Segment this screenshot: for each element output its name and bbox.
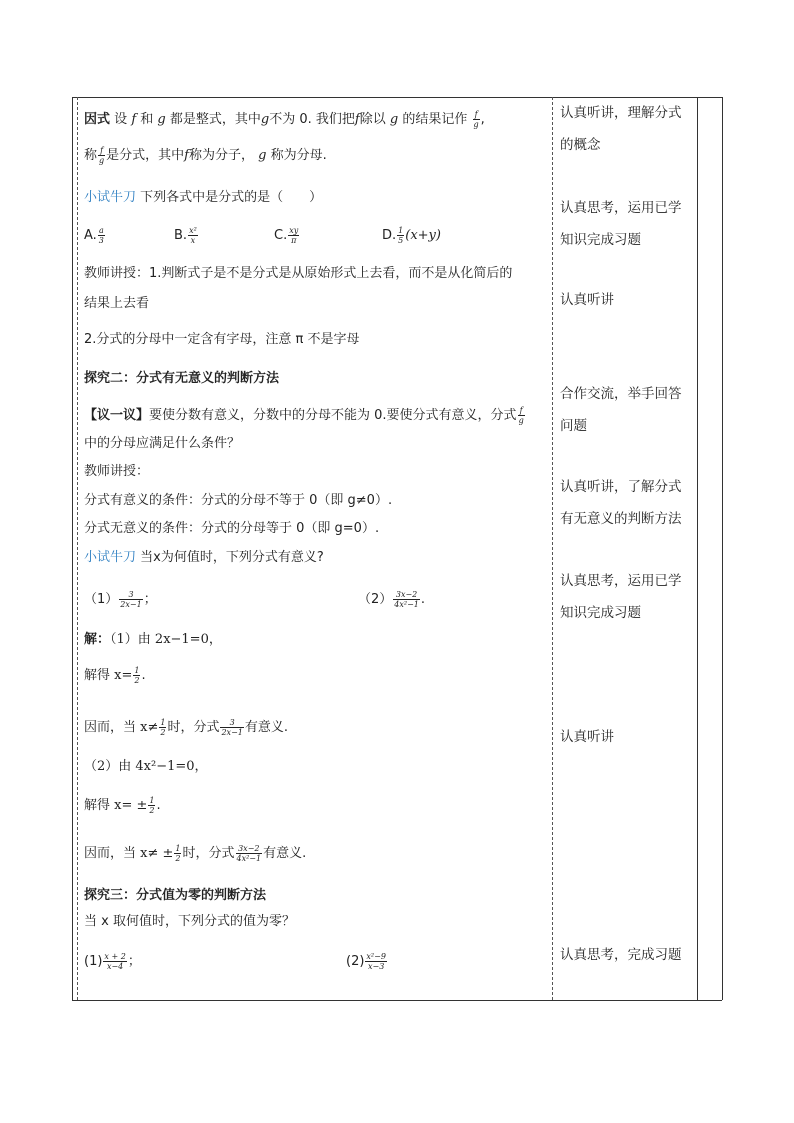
- student-activity-e: 认真听讲，了解分式 有无意义的判断方法: [560, 479, 682, 527]
- try2-problem-2: （2） $\frac{3x-2}{\text{4x²−1}}$ .: [358, 590, 426, 609]
- solution-step-6: 因而，当 x≠ ± $\frac{1}{2}$ 时，分式 $\frac{3x-2}{\text{4x²−1}}$ 有意义.: [84, 844, 307, 863]
- explore3-problem-1: (1) $\frac{x + 2}{x-4}$ ；: [84, 952, 141, 971]
- teacher1-line-3: 2.分式的分母中一定含有字母，注意 π 不是字母: [84, 332, 360, 347]
- condition-meaningful: 分式有意义的条件：分式的分母不等于 0（即 g≠0）.: [84, 493, 393, 508]
- solution-step-5: 解得 x= ± $\frac{1}{2}$ .: [84, 796, 161, 815]
- teacher1-line-2: 结果上去看: [84, 296, 150, 311]
- solution-step-3: 因而，当 x≠ $\frac{1}{2}$ 时，分式 $\frac{3}{2x-1}$ 有意义.: [84, 718, 289, 737]
- try2-problem-1: （1） $\frac{3}{2x-1}$ ；: [84, 590, 157, 609]
- fraction-f-over-g-inline: $\frac{f}{g}$: [99, 146, 105, 165]
- teacher1-line-1: 教师讲授：1.判断式子是不是分式是从原始形式上去看，而不是从化简后的: [84, 266, 513, 281]
- explore2-title: 探究二：分式有无意义的判断方法: [84, 371, 280, 386]
- explore3-problems: [84, 952, 550, 976]
- try2-question: 小试牛刀 当x为何值时，下列分式有意义?: [84, 550, 324, 565]
- definition-label: 因式: [84, 112, 111, 127]
- definition-line-1: 因式 设 f 和 g 都是整式，其中g不为 0. 我们把f除以 g 的结果记作 $\frac{f}{g}$ ,: [84, 110, 485, 129]
- student-activity-d: 合作交流，举手回答 问题: [560, 386, 682, 434]
- try1-options: [84, 226, 550, 250]
- student-activity-a: 认真听讲，理解分式 的概念: [560, 105, 682, 153]
- try2-label: 小试牛刀: [84, 550, 137, 565]
- option-b: B. $\frac{\text{x²}}{x}$: [174, 226, 197, 245]
- solution-step-4: （2）由 4x²−1=0，: [84, 759, 208, 774]
- student-activity-g: 认真听讲: [560, 729, 614, 745]
- discuss-line-1: 【议一议】要使分数有意义，分数中的分母不能为 0.要使分式有意义，分式 $\frac{f}{g}$: [84, 406, 524, 425]
- discuss-line-2: 中的分母应满足什么条件？: [84, 436, 241, 451]
- student-activity-f: 认真思考，运用已学 知识完成习题: [560, 573, 682, 621]
- table-bottom-border: [72, 1000, 722, 1001]
- explore3-problem-2: (2) $\frac{\text{x²−9}}{x-3}$: [346, 952, 386, 971]
- solution-step-2: 解得 x= $\frac{1}{2}$ .: [84, 666, 146, 685]
- student-activity-c: 认真听讲: [560, 292, 614, 308]
- teacher2-label: 教师讲授：: [84, 464, 150, 479]
- fraction-f-over-g: $\frac{f}{g}$: [473, 110, 479, 129]
- explore3-question: 当 x 取何值时，下列分式的值为零？: [84, 914, 295, 929]
- solution-step-1: 解：（1）由 2x−1=0，: [84, 632, 222, 647]
- student-activity-b: 认真思考，运用已学 知识完成习题: [560, 200, 682, 248]
- condition-meaningless: 分式无意义的条件：分式的分母等于 0（即 g=0）.: [84, 521, 380, 536]
- column-divider-dashed: [552, 97, 553, 1000]
- table-right-border: [722, 97, 723, 1000]
- definition-line-2: 称 $\frac{f}{g}$ 是分式，其中f称为分子， g 称为分母.: [84, 146, 327, 165]
- explore3-title: 探究三：分式值为零的判断方法: [84, 888, 267, 903]
- student-activity-h: 认真思考，完成习题: [560, 947, 682, 963]
- table-left-border: [72, 97, 73, 1000]
- option-d: D. $\frac{1}{5}$ (x+y): [382, 226, 441, 245]
- try1-question: 小试牛刀 下列各式中是分式的是（ ）: [84, 190, 323, 205]
- try2-problems: [84, 590, 550, 614]
- option-a: A. $\frac{a}{3}$: [84, 226, 104, 245]
- option-c: C. $\frac{xy}{\pi}$: [274, 226, 299, 245]
- try1-label: 小试牛刀: [84, 190, 137, 205]
- inner-dashed-left: [77, 97, 78, 1000]
